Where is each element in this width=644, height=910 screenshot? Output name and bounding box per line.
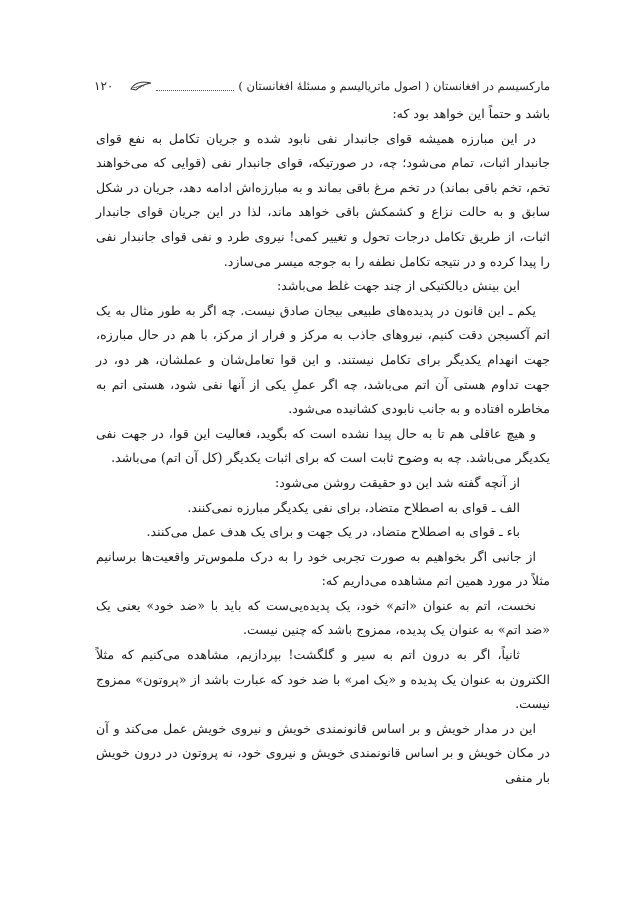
list-item: باء ـ قوای به اصطلاح متضاد، در یک جهت و برای یک هدف عمل می‌کنند. [146,524,520,540]
body-text [96,102,550,791]
page-number: ۱۲۰ [94,79,114,93]
paragraph: از آنچه گفته شد این دو حقیقت روشن می‌شود: [274,474,520,490]
list-item: الف ـ قوای به اصطلاح متضاد، برای نفی یکدیگر مبارزه نمی‌کنند. [187,499,520,515]
running-header-title: مارکسیسم در افغانستان ( اصول ماتریالیسم و مسئلهٔ افغانستان ) [238,79,550,93]
running-header [94,74,550,98]
paragraph: یکم ـ این قانون در پدیده‌های طبیعی بیجان صادق نیست. چه اگر به طور مثال به یک اتم آکسیجن دقت کنیم، نیروهای جاذب به مرکز و فرار از مرکز، با هم در حال مبارزه، جهت انهدام یکدیگر برای تکامل نیستند. و این قوا تعامل‌شان و عملشان، هر دو، در جهت تداوم هستی آن اتم می‌باشد، چه اگر عملِ یکی از آنها نفی شود، هستی اتم به مخاطره افتاده و به جانب نابودی کشانیده می‌شود. [96,302,550,417]
paragraph: ثانیاً، اگر به درون اتم به سیر و گلگشت! بپردازیم، مشاهده می‌کنیم که مثلاً الکترون به عنوان یک پدیده و «یک امر» با ضد خود که عبارت باشد از «پروتون» ممزوج نیست. [96,647,550,712]
quill-ornament-icon [130,80,152,92]
paragraph: این در مدار خویش و بر اساس قانونمندی خویش و نیروی خویش عمل می‌کند و آن در مکان خویش و بر اساس قانونمندی خویش و نیروی خود، نه پروتون در درون خویش بار منفی [96,720,550,786]
paragraph: از جانبی اگر بخواهیم به صورت تجربی خود را به درک ملموس‌تر واقعیت‌ها برسانیم مثلاً در مورد همین اتم مشاهده می‌داریم که: [96,548,550,589]
paragraph: و هیچ عاقلی هم تا به حال پیدا نشده است که بگوید، فعالیت این قوا، در جهت نفی یکدیگر می‌باشد. چه به وضوح ثابت است که برای اثبات یکدیگر (کل آن اتم) می‌باشد. [96,425,550,466]
header-dotted-leader [156,82,234,91]
paragraph: این بینش دیالکتیکی از چند جهت غلط می‌باشد: [276,278,520,294]
paragraph: نخست، اتم به عنوان «اتم» خود، یک پدیده‌یی‌ست که باید با «ضد خود» یعنی یک «ضد اتم» به عنوان یک پدیده، ممزوج باشد که چنین نیست. [96,597,550,638]
paragraph: باشد و حتماً این خواهد بود که: [392,106,550,121]
paragraph: در این مبارزه همیشه قوای جانبدار نفی نابود شده و جریان تکامل به نفع قوای جانبدار اثبات، تمام می‌شود؛ چه، در صورتیکه، قوای جانبدار نفی (قوایی که می‌خواهند تخم، تخم باقی بماند) در تخم مرغ باقی بماند و به مبارزه‌اش ادامه دهد، جریان در شکل سابق و به حالت نزاع و کشمکش باقی خواهد ماند، لذا در این جریان قوای جانبدار اثبات، از طریق تکامل درجات تحول و تغییر کمی! نیروی طرد و نفی قوای جانبدار نفی را پیدا کرده و در نتیجه تکامل نطفه را به جوجه میسر می‌سازد. [96,130,550,269]
